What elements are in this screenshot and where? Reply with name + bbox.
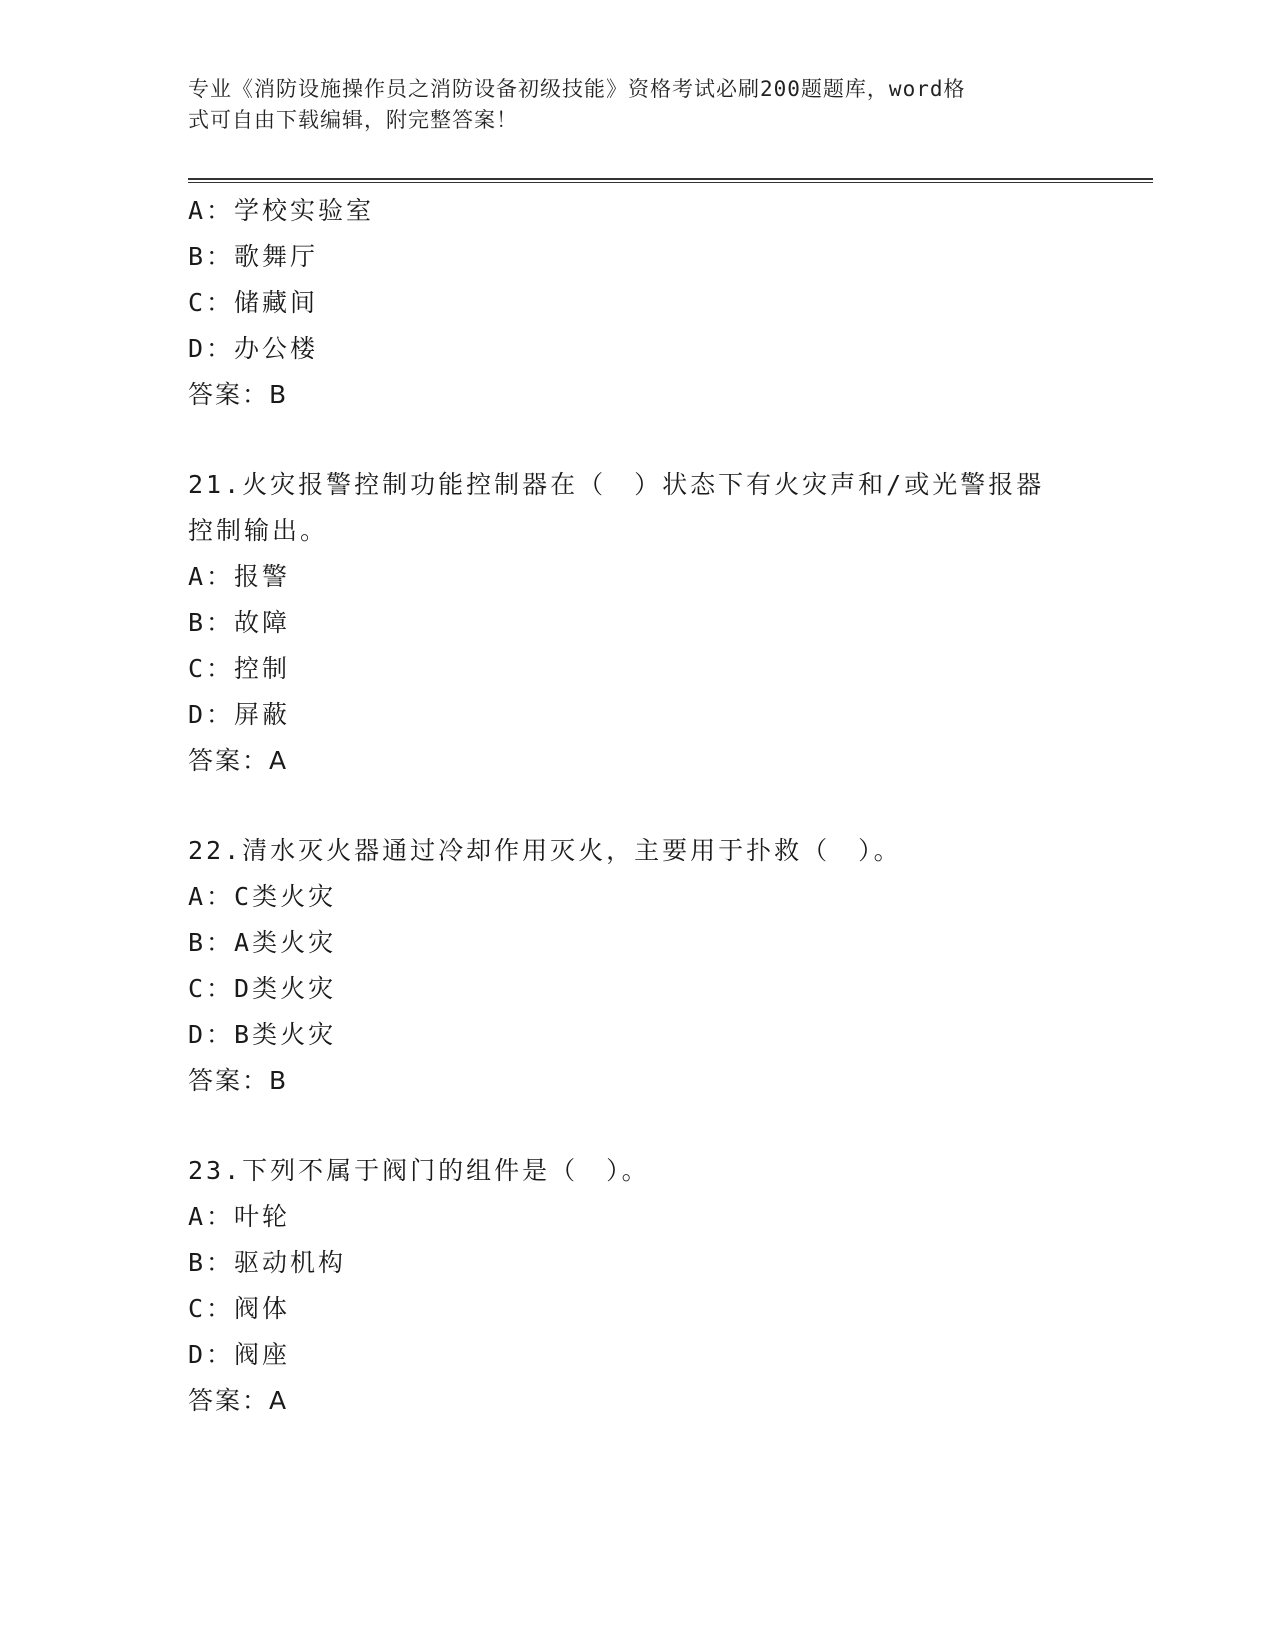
- option-b: B：故障: [188, 608, 291, 637]
- question-22: [188, 828, 1088, 1104]
- answer: 答案：A: [188, 746, 289, 775]
- option-c: C：储藏间: [188, 288, 319, 317]
- option-a: A：报警: [188, 562, 291, 591]
- document-header: [188, 74, 1068, 136]
- option-c: C：控制: [188, 654, 291, 683]
- question-23: [188, 1148, 1088, 1424]
- header-line-2: 式可自由下载编辑，附完整答案！: [188, 108, 518, 132]
- questions-body: [188, 188, 1088, 1424]
- answer: 答案：A: [188, 1386, 289, 1415]
- answer: 答案：B: [188, 1066, 289, 1095]
- question-prev: [188, 188, 1088, 418]
- option-c: C：阀体: [188, 1294, 291, 1323]
- option-b: B：歌舞厅: [188, 242, 319, 271]
- option-d: D：屏蔽: [188, 700, 291, 729]
- question-text-line-1: 21.火灾报警控制功能控制器在（ ）状态下有火灾声和/或光警报器: [188, 470, 1045, 499]
- question-text: 22.清水灭火器通过冷却作用灭火，主要用于扑救（ ）。: [188, 836, 902, 865]
- header-divider: [188, 178, 1153, 183]
- option-d: D：办公楼: [188, 334, 319, 363]
- option-c: C：D类火灾: [188, 974, 337, 1003]
- question-text: 23.下列不属于阀门的组件是（ ）。: [188, 1156, 650, 1185]
- option-d: D：B类火灾: [188, 1020, 337, 1049]
- option-a: A：C类火灾: [188, 882, 337, 911]
- option-a: A：叶轮: [188, 1202, 291, 1231]
- option-b: B：A类火灾: [188, 928, 337, 957]
- question-21: [188, 462, 1088, 784]
- question-text-line-2: 控制输出。: [188, 516, 329, 545]
- header-line-1: 专业《消防设施操作员之消防设备初级技能》资格考试必刷200题题库，word格: [188, 77, 966, 101]
- option-d: D：阀座: [188, 1340, 291, 1369]
- answer: 答案：B: [188, 380, 289, 409]
- option-a: A：学校实验室: [188, 196, 375, 225]
- option-b: B：驱动机构: [188, 1248, 347, 1277]
